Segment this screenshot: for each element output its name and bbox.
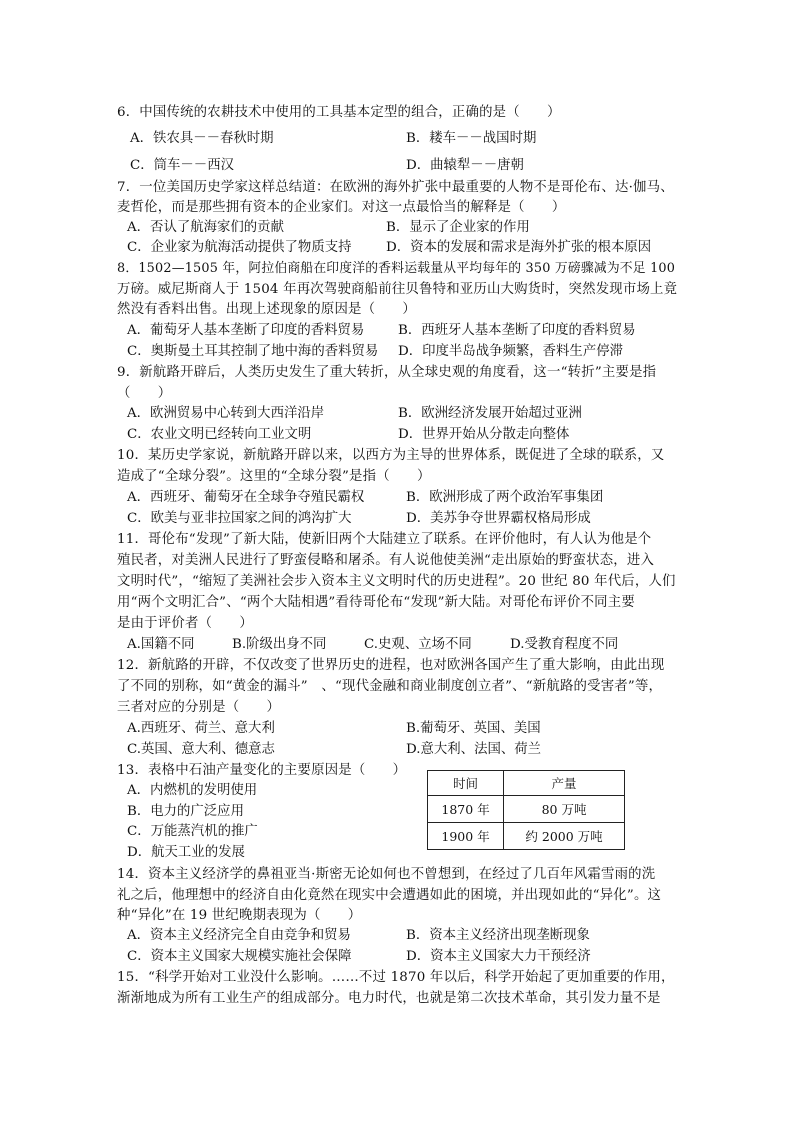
q13-stem: 13．表格中石油产量变化的主要原因是（ ）: [117, 763, 407, 778]
q6-stem: 6．中国传统的农耕技术中使用的工具基本定型的组合，正确的是（ ）: [117, 105, 561, 120]
q14-option-c: C．资本主义国家大规模实施社会保障: [127, 949, 352, 964]
table-cell: 约 2000 万吨: [504, 823, 625, 850]
q6-option-c: C．筒车－－西汉: [130, 158, 234, 173]
q11-option-c: C.史观、立场不同: [364, 637, 472, 652]
table-row: [428, 796, 625, 823]
q14-option-d: D．资本主义国家大力干预经济: [406, 949, 591, 964]
q11-stem-line: 文明时代”，“缩短了美洲社会步入资本主义文明时代的历史进程”。20 世纪 80 年代后，人们: [117, 574, 676, 589]
table-row: [428, 823, 625, 850]
q13-option-d: D．航天工业的发展: [127, 845, 245, 860]
q10-option-c: C．欧美与亚非拉国家之间的鸿沟扩大: [127, 511, 352, 526]
q13-option-b: B．电力的广泛应用: [127, 804, 244, 819]
q7-stem-line: 7．一位美国历史学家这样总结道：在欧洲的海外扩张中最重要的人物不是哥伦布、达·伽马、: [117, 180, 674, 195]
q10-stem-line: 造成了“全球分裂”。这里的“全球分裂”是指（ ）: [117, 469, 431, 484]
q9-option-c: C．农业文明已经转向工业文明: [127, 427, 312, 442]
q8-stem-line: 然没有香料出售。出现上述现象的原因是（ ）: [117, 302, 416, 317]
q11-stem-line: 用“两个文明汇合”、“两个大陆相遇”看待哥伦布“发现”新大陆。对哥伦布评价不同主要: [117, 595, 635, 610]
table-header-cell: 产量: [504, 771, 625, 796]
q12-stem-line: 三者对应的分别是（ ）: [117, 700, 281, 715]
q12-option-c: C.英国、意大利、德意志: [127, 742, 275, 757]
table-cell: 80 万吨: [504, 796, 625, 823]
table-cell: 1900 年: [428, 823, 504, 850]
q6-option-d: D．曲辕犁－－唐朝: [406, 158, 524, 173]
q7-option-b: B．显示了企业家的作用: [386, 220, 530, 235]
q8-stem-line: 8．1502—1505 年，阿拉伯商船在印度洋的香料运载量从平均每年的 350 万磅骤减为不足 100: [117, 261, 676, 276]
q14-stem-line: 礼之后，他理想中的经济自由化竟然在现实中会遭遇如此的困境，并出现如此的“异化”。这: [117, 888, 662, 903]
q11-stem-line: 是由于评价者（ ）: [117, 616, 253, 631]
q11-option-a: A.国籍不同: [127, 637, 195, 652]
q8-stem-line: 万磅。威尼斯商人于 1504 年再次驾驶商船前往贝鲁特和亚历山大购货时，突然发现市场上竟: [117, 282, 678, 297]
q14-option-a: A．资本主义经济完全自由竞争和贸易: [127, 928, 351, 943]
q11-stem-line: 殖民者，对美洲人民进行了野蛮侵略和屠杀。有人说他使美洲“走出原始的野蛮状态，进入: [117, 553, 655, 568]
q12-option-d: D.意大利、法国、荷兰: [406, 742, 542, 757]
q9-stem-line: （ ）: [117, 386, 172, 401]
q6-option-a: A．铁农具－－春秋时期: [130, 131, 274, 146]
q8-option-b: B．西班牙人基本垄断了印度的香料贸易: [398, 323, 636, 338]
table-cell: 1870 年: [428, 796, 504, 823]
q12-option-a: A.西班牙、荷兰、意大利: [127, 721, 275, 736]
q6-option-b: B．耧车－－战国时期: [406, 131, 537, 146]
q12-option-b: B.葡萄牙、英国、美国: [406, 721, 541, 736]
q7-option-d: D．资本的发展和需求是海外扩张的根本原因: [386, 240, 652, 255]
oil-production-table: [427, 770, 625, 850]
q13-option-a: A．内燃机的发明使用: [127, 783, 258, 798]
q12-stem-line: 了不同的别称，如“黄金的漏斗” 、“现代金融和商业制度创立者”、“新航路的受害者”等，: [117, 679, 663, 694]
q7-stem-line: 麦哲伦，而是那些拥有资本的企业家们。对这一点最恰当的解释是（ ）: [117, 200, 566, 215]
q14-stem-line: 种“异化”在 19 世纪晚期表现为（ ）: [117, 908, 362, 923]
q11-option-b: B.阶级出身不同: [232, 637, 327, 652]
q10-option-d: D．美苏争夺世界霸权格局形成: [406, 511, 591, 526]
q10-option-b: B．欧洲形成了两个政治军事集团: [406, 490, 604, 505]
q8-option-d: D．印度半岛战争频繁，香料生产停滞: [398, 344, 623, 359]
q13-option-c: C．万能蒸汽机的推广: [127, 824, 258, 839]
q10-option-a: A．西班牙、葡萄牙在全球争夺殖民霸权: [127, 490, 365, 505]
q9-option-d: D．世界开始从分散走向整体: [398, 427, 570, 442]
q9-stem-line: 9．新航路开辟后，人类历史发生了重大转折，从全球史观的角度看，这一“转折”主要是指: [117, 365, 657, 380]
q15-stem-line: 渐渐地成为所有工业生产的组成部分。电力时代，也就是第二次技术革命，其引发力量不是: [117, 991, 661, 1006]
q14-stem-line: 14．资本主义经济学的鼻祖亚当·斯密无论如何也不曾想到，在经过了几百年风霜雪雨的洗: [117, 867, 656, 882]
q15-stem-line: 15．“科学开始对工业没什么影响。……不过 1870 年以后，科学开始起了更加重要的作用，: [117, 970, 675, 985]
q8-option-a: A．葡萄牙人基本垄断了印度的香料贸易: [127, 323, 365, 338]
q8-option-c: C．奥斯曼土耳其控制了地中海的香料贸易: [127, 344, 379, 359]
q11-option-d: D.受教育程度不同: [510, 637, 619, 652]
q9-option-b: B．欧洲经济发展开始超过亚洲: [398, 406, 582, 421]
q11-stem-line: 11．哥伦布“发现”了新大陆，使新旧两个大陆建立了联系。在评价他时，有人认为他是个: [117, 532, 652, 547]
q14-option-b: B．资本主义经济出现垄断现象: [406, 928, 590, 943]
q10-stem-line: 10．某历史学家说，新航路开辟以来，以西方为主导的世界体系，既促进了全球的联系，又: [117, 448, 665, 463]
q7-option-a: A．否认了航海家们的贡献: [127, 220, 284, 235]
q9-option-a: A．欧洲贸易中心转到大西洋沿岸: [127, 406, 325, 421]
table-header-cell: 时间: [428, 771, 504, 796]
q12-stem-line: 12．新航路的开辟，不仅改变了世界历史的进程，也对欧洲各国产生了重大影响，由此出现: [117, 658, 665, 673]
q7-option-c: C．企业家为航海活动提供了物质支持: [127, 240, 352, 255]
table-header-row: [428, 771, 625, 796]
